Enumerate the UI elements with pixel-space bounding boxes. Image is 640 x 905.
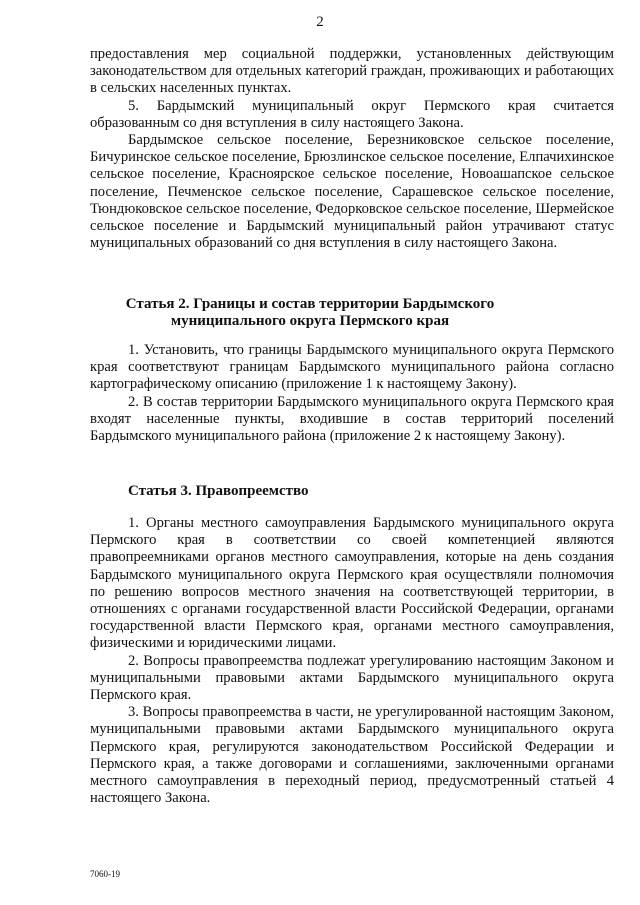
section-intro bbox=[90, 46, 614, 252]
article-3-body bbox=[90, 515, 614, 807]
paragraph-5: 5. Бардымский муниципальный округ Пермского края считается образованным со дня вступления в силу настоящего Закона. bbox=[90, 97, 614, 131]
article-3-heading: Статья 3. Правопреемство bbox=[128, 483, 309, 499]
paragraph-settlements: Бардымское сельское поселение, Березниковское сельское поселение, Бичуринское сельское поселение, Брюзлинское сельское поселение, Елпачихинское сельское поселение, Красноярское сельское поселение, Новоашапское сельское поселение, Печменское сельское поселение, Сарашевское сельское поселение, Тюндюковское сельское поселение, Федорковское сельское поселение, Шермейское сельское поселение и Бардымский муниципальный район утрачивают статус муниципальных образований со дня вступления в силу настоящего Закона. bbox=[90, 132, 614, 252]
article-2-heading: Статья 2. Границы и состав территории Бардымского муниципального округа Пермского края bbox=[125, 296, 495, 329]
article-2-paragraph-2: 2. В состав территории Бардымского муниципального округа Пермского края входят населенные пункты, входившие в состав территорий поселений Бардымского муниципального района (приложение 2 к настоящему Закону). bbox=[90, 393, 614, 445]
article-3-paragraph-3: 3. Вопросы правопреемства в части, не урегулированной настоящим Законом, муниципальными правовыми актами Бардымского муниципального округа Пермского края, регулируются законодательством Российской Федерации и Пермского края, а также договорами и соглашениями, заключенными органами местного самоуправления в переходный период, предусмотренный статьей 4 настоящего Закона. bbox=[90, 704, 614, 807]
paragraph-intro-continuation: предоставления мер социальной поддержки, установленных действующим законодательством для отдельных категорий граждан, проживающих и работающих в сельских населенных пунктах. bbox=[90, 46, 614, 97]
article-3-paragraph-1: 1. Органы местного самоуправления Бардымского муниципального округа Пермского края в соответствии со своей компетенцией являются правопреемниками органов местного самоуправления, которые на день создания Бардымского муниципального округа Пермского края осуществляли полномочия по решению вопросов местного значения на соответствующей территории, в отношениях с органами государственной власти Российской Федерации, органами государственной власти Пермского края, органами местного самоуправления, физическими и юридическими лицами. bbox=[90, 515, 614, 652]
article-2-body bbox=[90, 342, 614, 445]
article-2-paragraph-1: 1. Установить, что границы Бардымского муниципального округа Пермского края соответствуют границам Бардымского муниципального района согласно картографическому описанию (приложение 1 к настоящему Закону). bbox=[90, 342, 614, 393]
page-number: 2 bbox=[316, 14, 324, 30]
article-3-paragraph-2: 2. Вопросы правопреемства подлежат урегулированию настоящим Законом и муниципальными правовыми актами Бардымского муниципального округа Пермского края. bbox=[90, 652, 614, 704]
footer-code: 7060-19 bbox=[90, 869, 120, 879]
